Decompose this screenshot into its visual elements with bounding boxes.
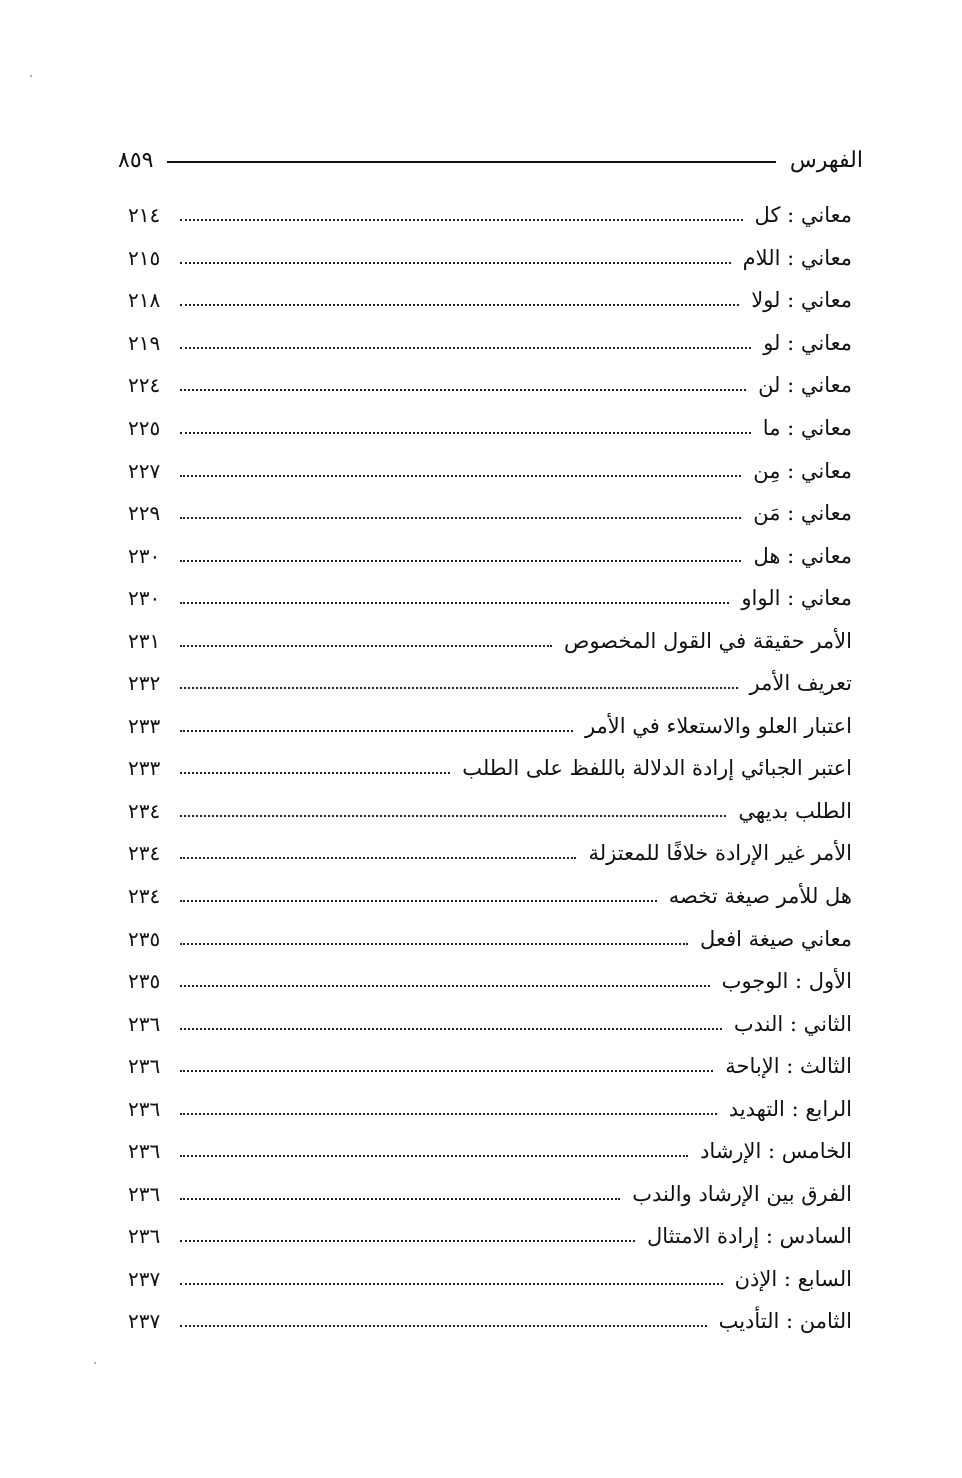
index-entry-page: ٢٣٦ — [128, 1096, 161, 1121]
dot-leader — [180, 1240, 635, 1242]
index-entry-page: ٢٣٦ — [128, 1054, 161, 1079]
index-entry — [128, 960, 852, 1003]
index-entry-page: ٢٣٣ — [128, 713, 161, 738]
index-entry — [128, 1258, 852, 1301]
dot-leader — [180, 1198, 620, 1200]
dot-leader — [180, 1113, 717, 1115]
index-entry-title: الفرق بين الإرشاد والندب — [632, 1181, 852, 1206]
index-entry-title: الخامس : الإرشاد — [700, 1139, 852, 1164]
index-entry-page: ٢٣٠ — [128, 543, 161, 568]
index-entry-page: ٢٢٤ — [128, 373, 161, 398]
index-entry — [128, 577, 852, 620]
index-entry-title: السادس : إرادة الامتثال — [646, 1224, 852, 1249]
dot-leader — [180, 1070, 713, 1072]
index-entry-title: الطلب بديهي — [738, 798, 852, 823]
index-entry — [128, 662, 852, 705]
index-entry — [128, 917, 852, 960]
index-entry-title: معاني : الواو — [741, 586, 852, 611]
index-entry-title: الأول : الوجوب — [721, 969, 852, 994]
index-entry-page: ٢٣٦ — [128, 1181, 161, 1206]
index-entry-title: تعريف الأمر — [749, 671, 852, 696]
index-entry — [128, 705, 852, 748]
dot-leader — [180, 560, 741, 562]
index-entry-page: ٢٣٧ — [128, 1266, 161, 1291]
index-entry — [128, 747, 852, 790]
dot-leader — [180, 687, 738, 689]
dot-leader — [180, 900, 657, 902]
index-entry — [128, 1087, 852, 1130]
index-entry — [128, 279, 852, 322]
index-entry-title: الرابع : التهديد — [728, 1096, 852, 1121]
dot-leader — [180, 730, 573, 732]
index-entry — [128, 407, 852, 450]
index-entry-page: ٢٣٧ — [128, 1309, 161, 1334]
index-entry — [128, 790, 852, 833]
index-entry-page: ٢٣٠ — [128, 586, 161, 611]
index-entry — [128, 1130, 852, 1173]
index-entry-page: ٢٢٩ — [128, 501, 161, 526]
index-entry-title: الثاني : الندب — [733, 1011, 852, 1036]
index-entry-page: ٢٣٥ — [128, 926, 161, 951]
dot-leader — [180, 1283, 723, 1285]
dot-leader — [180, 985, 710, 987]
index-entry-title: اعتبر الجبائي إرادة الدلالة باللفظ على الطلب — [462, 756, 852, 781]
index-entry-title: معاني صيغة افعل — [700, 926, 852, 951]
index-entry-title: معاني : اللام — [742, 245, 852, 270]
index-entry-page: ٢٣٣ — [128, 756, 161, 781]
dot-leader — [180, 1325, 707, 1327]
scan-speck — [94, 1362, 96, 1364]
index-entry-page: ٢٣٥ — [128, 969, 161, 994]
index-entry-title: الأمر غير الإرادة خلافًا للمعتزلة — [588, 841, 852, 866]
index-entry — [128, 619, 852, 662]
index-entry-title: معاني : لو — [763, 330, 852, 355]
index-entry — [128, 237, 852, 280]
index-entry — [128, 1045, 852, 1088]
index-entry — [128, 492, 852, 535]
index-entry-title: معاني : لن — [758, 373, 852, 398]
index-entry-title: معاني : مَن — [753, 501, 852, 526]
running-header — [118, 142, 863, 178]
index-entry-title: السابع : الإذن — [734, 1266, 852, 1291]
index-entry-title: معاني : كل — [754, 203, 852, 228]
index-entry — [128, 322, 852, 365]
dot-leader — [180, 1155, 688, 1157]
index-entry-page: ٢١٥ — [128, 245, 161, 270]
index-entry-title: معاني : مِن — [753, 458, 852, 483]
index-entry-page: ٢٣٦ — [128, 1139, 161, 1164]
dot-leader — [180, 432, 751, 434]
index-entry — [128, 832, 852, 875]
dot-leader — [180, 475, 741, 477]
index-entry — [128, 534, 852, 577]
index-entry — [128, 1300, 852, 1343]
index-entry-page: ٢٣٦ — [128, 1011, 161, 1036]
index-entry — [128, 364, 852, 407]
index-entry-page: ٢٣٦ — [128, 1224, 161, 1249]
index-entry-page: ٢٣٤ — [128, 884, 161, 909]
index-entry-page: ٢٣٤ — [128, 841, 161, 866]
index-entry-page: ٢١٤ — [128, 203, 161, 228]
index-entry-page: ٢٣٤ — [128, 798, 161, 823]
index-entry — [128, 1215, 852, 1258]
dot-leader — [180, 815, 726, 817]
dot-leader — [180, 645, 552, 647]
dot-leader — [180, 602, 729, 604]
index-entry — [128, 194, 852, 237]
index-entry — [128, 449, 852, 492]
index-entry-title: هل للأمر صيغة تخصه — [668, 884, 852, 909]
dot-leader — [180, 517, 741, 519]
index-entry-page: ٢٢٥ — [128, 416, 161, 440]
index-entry-title: الثالث : الإباحة — [725, 1054, 852, 1079]
dot-leader — [180, 1028, 722, 1030]
dot-leader — [180, 262, 731, 264]
index-entry-title: اعتبار العلو والاستعلاء في الأمر — [584, 713, 852, 738]
scan-speck — [30, 75, 32, 77]
dot-leader — [180, 943, 688, 945]
index-entry — [128, 1173, 852, 1216]
index-entry-title: الأمر حقيقة في القول المخصوص — [563, 628, 852, 653]
dot-leader — [180, 772, 450, 774]
dot-leader — [180, 219, 743, 221]
header-page-number: ٨٥٩ — [118, 147, 154, 173]
header-title: الفهرس — [789, 147, 863, 173]
index-entry — [128, 1002, 852, 1045]
dot-leader — [180, 389, 746, 391]
index-entry-page: ٢٢٧ — [128, 458, 161, 483]
index-entry-title: معاني : لولا — [751, 288, 852, 313]
header-rule — [167, 161, 775, 163]
index-entry-page: ٢١٨ — [128, 288, 161, 313]
dot-leader — [180, 304, 739, 306]
dot-leader — [180, 347, 751, 349]
index-entry-title: الثامن : التأديب — [718, 1309, 852, 1334]
index-entry-page: ٢١٩ — [128, 330, 161, 355]
index-entry-title: معاني : هل — [753, 543, 852, 568]
index-list — [128, 194, 852, 1343]
index-entry — [128, 875, 852, 918]
index-entry-page: ٢٣٢ — [128, 671, 161, 696]
index-entry-title: معاني : ما — [762, 416, 852, 440]
dot-leader — [180, 857, 576, 859]
index-entry-page: ٢٣١ — [128, 628, 161, 653]
